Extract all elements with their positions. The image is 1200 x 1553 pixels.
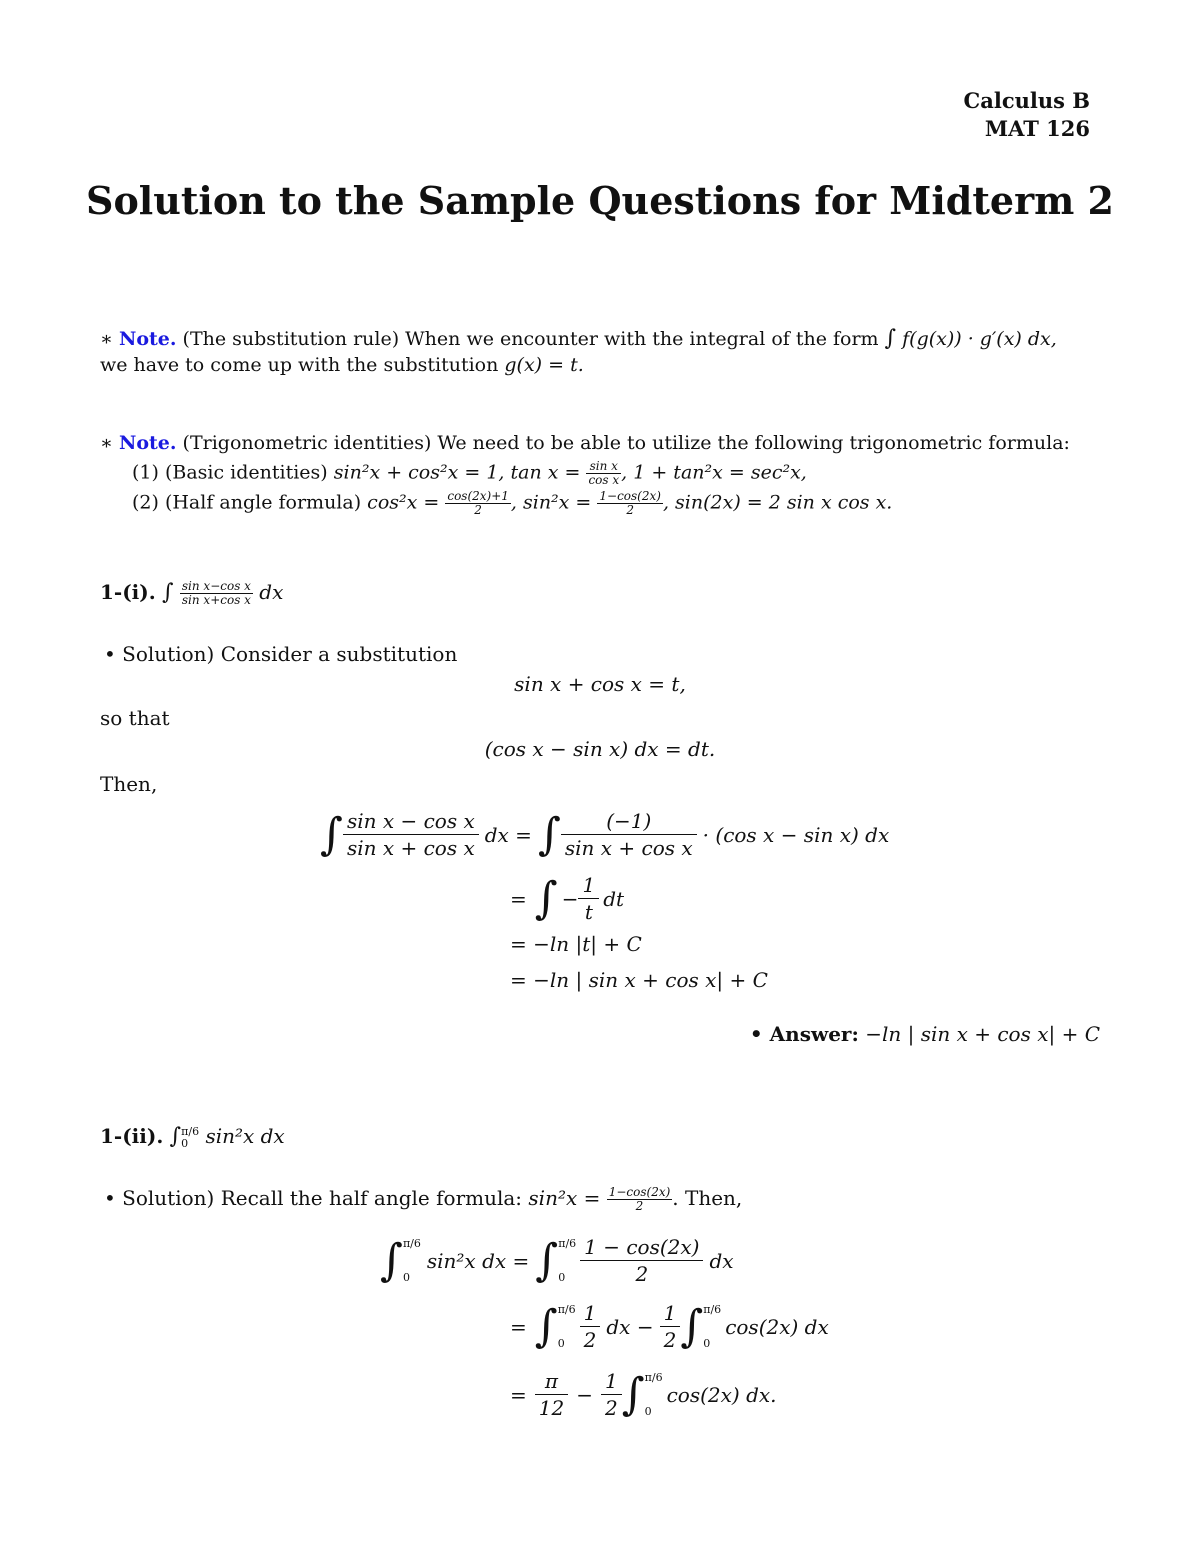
formula: sin²x = bbox=[528, 1186, 601, 1210]
eq1-line2 bbox=[510, 872, 624, 925]
so-that-text: so that bbox=[100, 706, 170, 730]
eq-text: sin²x dx = bbox=[426, 1248, 530, 1273]
note-star: ∗ bbox=[100, 432, 113, 454]
eq-sign: − bbox=[576, 1382, 593, 1407]
integral-sign: ∫ bbox=[535, 1234, 559, 1286]
note-star: ∗ bbox=[100, 328, 113, 350]
then-text: Then, bbox=[100, 772, 158, 796]
fraction: $\frac{1}{2}$ bbox=[601, 1368, 622, 1421]
solution-intro-2 bbox=[104, 1186, 742, 1213]
answer-line bbox=[750, 1022, 1100, 1046]
note-text: (Trigonometric identities) We need to be able to utilize the following trigonometric formula: bbox=[182, 432, 1070, 454]
integral-sign: ∫ bbox=[320, 808, 343, 860]
problem-label: 1-(i). bbox=[100, 580, 156, 604]
note-label: Note. bbox=[118, 432, 177, 454]
integral-limits: π/6 0 bbox=[402, 1236, 421, 1284]
substitution-eq: sin x + cos x = t, bbox=[514, 672, 686, 696]
differential-eq: (cos x − sin x) dx = dt. bbox=[484, 737, 716, 761]
problem-1ii-heading bbox=[100, 1124, 285, 1150]
problem-1i-heading bbox=[100, 580, 283, 607]
eq-text: dx = bbox=[484, 822, 532, 847]
problem-label: 1-(ii). bbox=[100, 1124, 164, 1148]
fraction: $\frac{(-1)}{\text{sin x + cos x}}$ bbox=[561, 808, 697, 861]
formula: , 1 + tan²x = sec²x, bbox=[621, 461, 807, 484]
eq2-line2 bbox=[510, 1300, 829, 1353]
solution-intro: • Solution) Consider a substitution bbox=[104, 642, 458, 666]
eq-text: · (cos x − sin x) dx bbox=[702, 822, 890, 847]
differential: dx bbox=[259, 580, 284, 604]
fraction: $\frac{\pi}{12}$ bbox=[535, 1368, 568, 1421]
note-substitution bbox=[100, 326, 1057, 351]
eq-text: dx bbox=[709, 1248, 734, 1273]
integrand: sin²x dx bbox=[205, 1124, 285, 1148]
fraction: $\frac{1}{2}$ bbox=[580, 1300, 601, 1353]
integrand: $\frac{\text{sin x−cos x}}{\text{sin x+cos x}}$ bbox=[181, 579, 251, 607]
solution-text: • Solution) Recall the half angle formula: bbox=[104, 1186, 523, 1210]
eq-sign: − bbox=[561, 886, 579, 911]
eq1-line4: = −ln | sin x + cos x| + C bbox=[510, 968, 768, 992]
formula: sin²x + cos²x = 1, tan x = bbox=[333, 461, 581, 484]
eq-sign: = bbox=[510, 1314, 527, 1339]
page-title: Solution to the Sample Questions for Midterm 2 bbox=[86, 178, 1114, 223]
fraction: $\frac{1 - \cos(2x)}{2}$ bbox=[580, 1234, 703, 1287]
eq-text: dx − bbox=[606, 1314, 654, 1339]
answer-value: −ln | sin x + cos x| + C bbox=[865, 1022, 1100, 1046]
eq-text: cos(2x) dx. bbox=[666, 1382, 777, 1407]
formula: , sin(2x) = 2 sin x cos x. bbox=[662, 491, 893, 514]
integral-sign: ∫ bbox=[537, 808, 561, 860]
answer-label: • Answer: bbox=[749, 1022, 859, 1046]
course-name: Calculus B bbox=[963, 88, 1090, 113]
integral-sign: ∫ bbox=[534, 1300, 558, 1352]
integral-sign: ∫ bbox=[380, 1234, 403, 1286]
integral-limits: π/6 0 bbox=[557, 1302, 576, 1350]
note-trig bbox=[100, 432, 1070, 454]
integral-limits: π/6 0 bbox=[644, 1370, 663, 1418]
formula: , sin²x = bbox=[510, 491, 592, 514]
fraction: $\frac{1-\cos(2x)}{2}$ bbox=[608, 1185, 671, 1213]
eq1-line1 bbox=[320, 808, 889, 861]
trig-item-basic bbox=[132, 460, 807, 487]
fraction: $\frac{\cos(2x)+1}{2}$ bbox=[447, 489, 509, 517]
eq-text: cos(2x) dx bbox=[725, 1314, 829, 1339]
integral-sign: ∫ bbox=[162, 580, 174, 605]
integral-sign: ∫ bbox=[621, 1368, 645, 1420]
note-formula: g(x) = t. bbox=[504, 354, 584, 376]
integral-limits: π/6 0 bbox=[558, 1236, 577, 1284]
integral-limits: π/6 0 bbox=[181, 1124, 200, 1150]
integral-sign: ∫ bbox=[680, 1300, 704, 1352]
integral-sign: ∫ bbox=[884, 326, 897, 351]
note-substitution-line2 bbox=[100, 354, 584, 376]
eq2-line3 bbox=[510, 1368, 777, 1421]
integral-sign: ∫ bbox=[169, 1124, 182, 1149]
fraction: $\frac{\text{sin x − cos x}}{\text{sin x + cos x}}$ bbox=[343, 808, 479, 861]
integral-limits: π/6 0 bbox=[703, 1302, 722, 1350]
fraction: $\frac{1-\cos(2x)}{2}$ bbox=[599, 489, 661, 517]
eq-sign: = bbox=[510, 1382, 527, 1407]
note-label: Note. bbox=[118, 328, 177, 350]
item-label: (2) (Half angle formula) bbox=[132, 491, 362, 514]
integral-sign: ∫ bbox=[534, 872, 558, 924]
eq-sign: = bbox=[510, 886, 527, 911]
trig-item-half-angle bbox=[132, 490, 892, 517]
solution-text: . Then, bbox=[672, 1186, 743, 1210]
fraction: $\frac{1}{t}$ bbox=[578, 872, 599, 925]
course-code: MAT 126 bbox=[984, 116, 1090, 141]
note-formula: f(g(x)) · g′(x) dx, bbox=[902, 328, 1057, 350]
note-text: we have to come up with the substitution bbox=[100, 354, 499, 376]
item-label: (1) (Basic identities) bbox=[132, 461, 328, 484]
eq1-line3: = −ln |t| + C bbox=[510, 932, 642, 956]
eq2-line1 bbox=[380, 1234, 734, 1287]
formula: cos²x = bbox=[367, 491, 440, 514]
fraction: $\frac{1}{2}$ bbox=[660, 1300, 681, 1353]
fraction: $\frac{\text{sin x}}{\text{cos x}}$ bbox=[588, 459, 620, 487]
eq-text: dt bbox=[603, 886, 625, 911]
note-text: (The substitution rule) When we encounter with the integral of the form bbox=[182, 328, 879, 350]
